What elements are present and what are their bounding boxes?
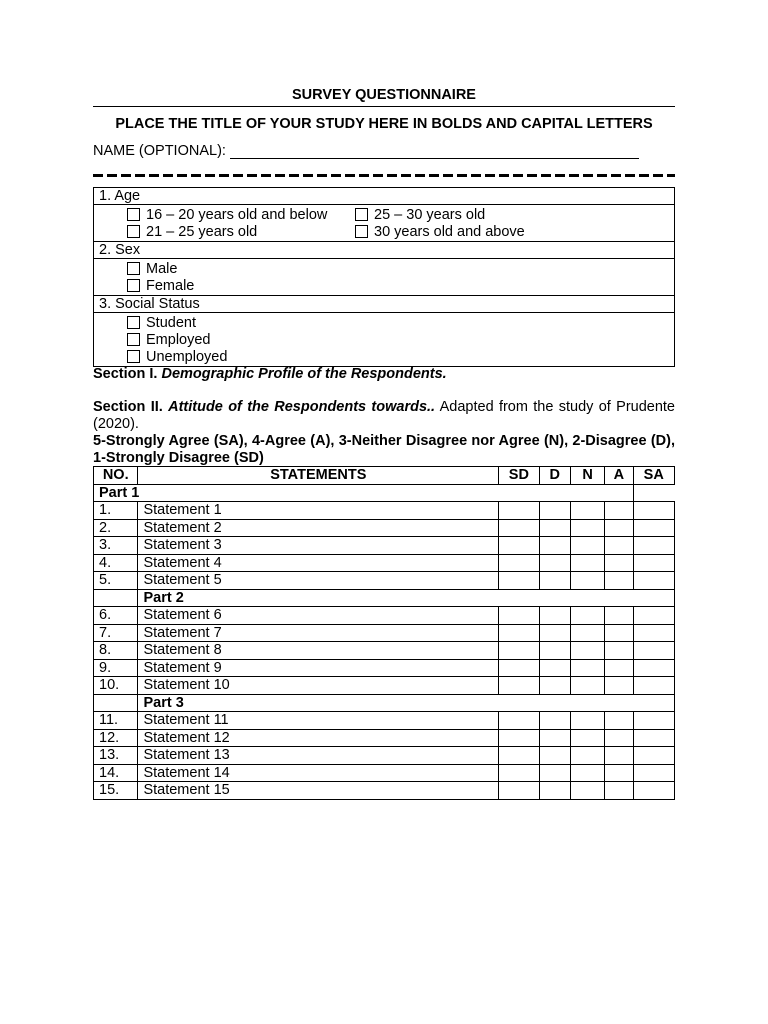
rating-cell-n[interactable] xyxy=(570,677,604,695)
rating-cell-sa[interactable] xyxy=(633,519,674,537)
rating-cell-a[interactable] xyxy=(605,677,633,695)
rating-cell-sd[interactable] xyxy=(499,677,539,695)
age-option[interactable]: 30 years old and above xyxy=(355,223,525,240)
part-no-cell xyxy=(94,589,138,607)
checkbox[interactable] xyxy=(127,350,140,363)
row-statement: Statement 7 xyxy=(138,624,499,642)
rating-cell-sd[interactable] xyxy=(499,712,539,730)
row-statement: Statement 8 xyxy=(138,642,499,660)
rating-cell-n[interactable] xyxy=(570,572,604,590)
rating-cell-d[interactable] xyxy=(539,729,570,747)
rating-cell-sa[interactable] xyxy=(633,747,674,765)
row-number: 4. xyxy=(94,554,138,572)
rating-cell-sd[interactable] xyxy=(499,502,539,520)
rating-cell-d[interactable] xyxy=(539,677,570,695)
table-row xyxy=(94,519,675,537)
row-statement: Statement 6 xyxy=(138,607,499,625)
no-header: NO. xyxy=(94,467,138,485)
rating-cell-d[interactable] xyxy=(539,554,570,572)
rating-cell-d[interactable] xyxy=(539,712,570,730)
status-option[interactable]: Unemployed xyxy=(127,348,674,365)
row-statement: Statement 3 xyxy=(138,537,499,555)
row-number: 9. xyxy=(94,659,138,677)
rating-cell-a[interactable] xyxy=(605,519,633,537)
rating-cell-a[interactable] xyxy=(605,782,633,800)
table-row xyxy=(94,712,675,730)
table-row xyxy=(94,502,675,520)
study-title: PLACE THE TITLE OF YOUR STUDY HERE IN BOLDS AND CAPITAL LETTERS xyxy=(115,116,653,132)
rating-cell-a[interactable] xyxy=(605,572,633,590)
table-row xyxy=(94,554,675,572)
title-rule xyxy=(93,106,675,107)
row-statement: Statement 14 xyxy=(138,764,499,782)
row-number: 2. xyxy=(94,519,138,537)
d-header: D xyxy=(539,467,570,485)
table-row xyxy=(94,764,675,782)
row-number: 7. xyxy=(94,624,138,642)
row-number: 10. xyxy=(94,677,138,695)
sd-header: SD xyxy=(499,467,539,485)
row-statement: Statement 11 xyxy=(138,712,499,730)
age-option[interactable]: 16 – 20 years old and below xyxy=(127,206,355,223)
checkbox[interactable] xyxy=(355,208,368,221)
row-number: 12. xyxy=(94,729,138,747)
part-label: Part 2 xyxy=(138,589,675,607)
sex-option[interactable]: Male xyxy=(127,260,674,277)
row-statement: Statement 10 xyxy=(138,677,499,695)
rating-cell-sa[interactable] xyxy=(633,712,674,730)
statements-header: STATEMENTS xyxy=(138,467,499,485)
row-number: 1. xyxy=(94,502,138,520)
checkbox[interactable] xyxy=(127,225,140,238)
rating-cell-d[interactable] xyxy=(539,747,570,765)
rating-cell-d[interactable] xyxy=(539,572,570,590)
status-option[interactable]: Student xyxy=(127,314,674,331)
section-1-heading: Section I. Demographic Profile of the Respondents. xyxy=(93,366,447,382)
rating-cell-d[interactable] xyxy=(539,502,570,520)
name-label: NAME (OPTIONAL): xyxy=(93,143,226,159)
age-question: 1. Age xyxy=(94,188,675,205)
rating-cell-sd[interactable] xyxy=(499,572,539,590)
status-option[interactable]: Employed xyxy=(127,331,674,348)
rating-cell-a[interactable] xyxy=(605,729,633,747)
rating-cell-sa[interactable] xyxy=(633,729,674,747)
rating-cell-d[interactable] xyxy=(539,764,570,782)
row-number: 6. xyxy=(94,607,138,625)
table-row xyxy=(94,782,675,800)
rating-cell-sa[interactable] xyxy=(633,624,674,642)
rating-cell-n[interactable] xyxy=(570,519,604,537)
rating-cell-a[interactable] xyxy=(605,537,633,555)
rating-cell-sa[interactable] xyxy=(633,502,674,520)
table-row xyxy=(94,642,675,660)
rating-scale-legend: 5-Strongly Agree (SA), 4-Agree (A), 3-Neither Disagree nor Agree (N), 2-Disagree (D), 1-Strongly Disagree (SD) xyxy=(93,433,675,466)
sex-question: 2. Sex xyxy=(94,242,675,259)
row-number: 11. xyxy=(94,712,138,730)
rating-cell-sa[interactable] xyxy=(633,659,674,677)
demographics-table xyxy=(93,187,675,367)
checkbox[interactable] xyxy=(127,316,140,329)
table-row xyxy=(94,659,675,677)
age-options xyxy=(94,205,675,242)
attitude-table xyxy=(93,466,675,800)
row-number: 15. xyxy=(94,782,138,800)
part-no-cell xyxy=(94,694,138,712)
table-row xyxy=(94,677,675,695)
sex-options xyxy=(94,259,675,296)
rating-cell-d[interactable] xyxy=(539,519,570,537)
rating-cell-d[interactable] xyxy=(539,642,570,660)
rating-cell-a[interactable] xyxy=(605,747,633,765)
row-number: 5. xyxy=(94,572,138,590)
dashed-divider xyxy=(93,174,675,177)
rating-cell-a[interactable] xyxy=(605,624,633,642)
rating-cell-sd[interactable] xyxy=(499,729,539,747)
rating-cell-sa[interactable] xyxy=(633,607,674,625)
rating-cell-sa[interactable] xyxy=(633,537,674,555)
rating-cell-n[interactable] xyxy=(570,747,604,765)
rating-cell-n[interactable] xyxy=(570,554,604,572)
checkbox[interactable] xyxy=(127,279,140,292)
age-option[interactable]: 21 – 25 years old xyxy=(127,223,355,240)
rating-cell-sd[interactable] xyxy=(499,782,539,800)
part-label: Part 1 xyxy=(94,484,634,502)
rating-cell-n[interactable] xyxy=(570,659,604,677)
rating-cell-a[interactable] xyxy=(605,712,633,730)
a-header: A xyxy=(605,467,633,485)
name-blank[interactable] xyxy=(230,145,639,159)
checkbox[interactable] xyxy=(127,333,140,346)
row-number: 13. xyxy=(94,747,138,765)
rating-cell-n[interactable] xyxy=(570,782,604,800)
rating-cell-sd[interactable] xyxy=(499,519,539,537)
rating-cell-n[interactable] xyxy=(570,642,604,660)
rating-cell-a[interactable] xyxy=(605,764,633,782)
name-row xyxy=(93,143,639,159)
table-row xyxy=(94,607,675,625)
row-number: 14. xyxy=(94,764,138,782)
rating-cell-sa[interactable] xyxy=(633,782,674,800)
rating-cell-d[interactable] xyxy=(539,537,570,555)
rating-cell-sd[interactable] xyxy=(499,642,539,660)
rating-cell-a[interactable] xyxy=(605,554,633,572)
rating-cell-sa[interactable] xyxy=(633,554,674,572)
status-options xyxy=(94,313,675,367)
rating-cell-sd[interactable] xyxy=(499,659,539,677)
rating-cell-sd[interactable] xyxy=(499,747,539,765)
age-option[interactable]: 25 – 30 years old xyxy=(355,206,525,223)
row-statement: Statement 13 xyxy=(138,747,499,765)
row-number: 8. xyxy=(94,642,138,660)
row-statement: Statement 1 xyxy=(138,502,499,520)
table-row xyxy=(94,624,675,642)
rating-cell-sd[interactable] xyxy=(499,607,539,625)
rating-cell-sa[interactable] xyxy=(633,677,674,695)
row-number: 3. xyxy=(94,537,138,555)
rating-cell-d[interactable] xyxy=(539,607,570,625)
rating-cell-n[interactable] xyxy=(570,764,604,782)
row-statement: Statement 5 xyxy=(138,572,499,590)
sa-header: SA xyxy=(633,467,674,485)
rating-cell-n[interactable] xyxy=(570,537,604,555)
rating-cell-sa[interactable] xyxy=(633,572,674,590)
checkbox[interactable] xyxy=(127,208,140,221)
rating-cell-n[interactable] xyxy=(570,712,604,730)
rating-cell-sa[interactable] xyxy=(633,642,674,660)
row-statement: Statement 12 xyxy=(138,729,499,747)
rating-cell-sa[interactable] xyxy=(633,764,674,782)
row-statement: Statement 4 xyxy=(138,554,499,572)
part-label: Part 3 xyxy=(138,694,675,712)
rating-cell-a[interactable] xyxy=(605,607,633,625)
rating-cell-d[interactable] xyxy=(539,782,570,800)
rating-cell-d[interactable] xyxy=(539,659,570,677)
rating-cell-sd[interactable] xyxy=(499,764,539,782)
checkbox[interactable] xyxy=(127,262,140,275)
rating-cell-sd[interactable] xyxy=(499,554,539,572)
rating-cell-sd[interactable] xyxy=(499,624,539,642)
table-row xyxy=(94,747,675,765)
table-row xyxy=(94,572,675,590)
n-header: N xyxy=(570,467,604,485)
rating-cell-a[interactable] xyxy=(605,659,633,677)
status-question: 3. Social Status xyxy=(94,296,675,313)
rating-cell-n[interactable] xyxy=(570,729,604,747)
rating-cell-n[interactable] xyxy=(570,502,604,520)
sex-option[interactable]: Female xyxy=(127,277,674,294)
rating-cell-a[interactable] xyxy=(605,642,633,660)
row-statement: Statement 15 xyxy=(138,782,499,800)
section-2-heading: Section II. Attitude of the Respondents towards.. Adapted from the study of Prudente (2020). xyxy=(93,399,675,432)
rating-cell-n[interactable] xyxy=(570,624,604,642)
rating-cell-d[interactable] xyxy=(539,624,570,642)
rating-cell-a[interactable] xyxy=(605,502,633,520)
row-statement: Statement 9 xyxy=(138,659,499,677)
page-title: SURVEY QUESTIONNAIRE xyxy=(292,87,476,103)
rating-cell-n[interactable] xyxy=(570,607,604,625)
rating-cell-sd[interactable] xyxy=(499,537,539,555)
row-statement: Statement 2 xyxy=(138,519,499,537)
table-row xyxy=(94,729,675,747)
checkbox[interactable] xyxy=(355,225,368,238)
table-row xyxy=(94,537,675,555)
